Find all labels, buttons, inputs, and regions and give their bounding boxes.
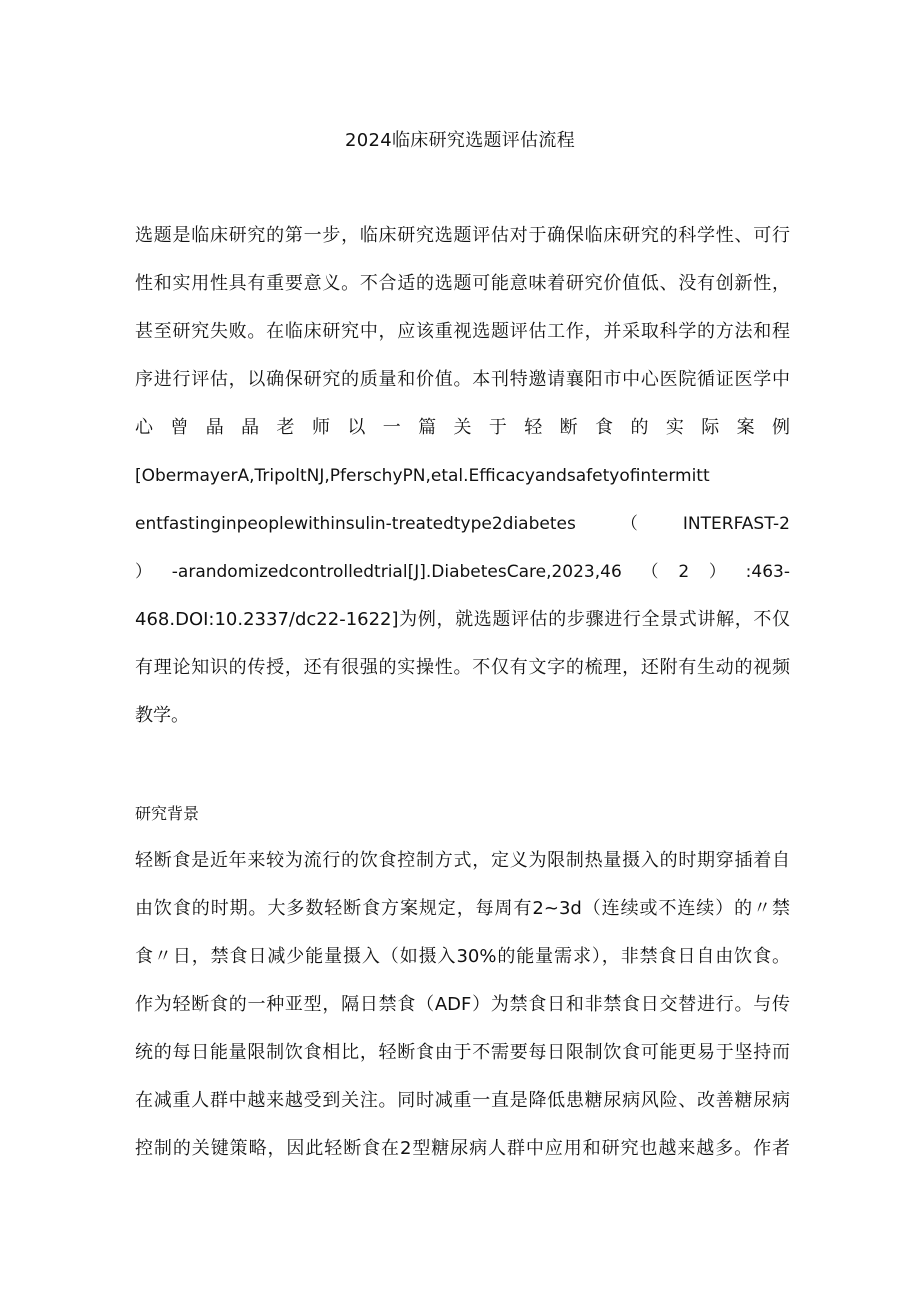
background-line: 控制的关键策略，因此轻断食在2型糖尿病人群中应用和研究也越来越多。作者 — [135, 1138, 790, 1159]
intro-line: ）-arandomizedcontrolledtrial[J].DiabetesCare,2023,46（2）:463- — [135, 562, 790, 582]
background-line: 食〃日，禁食日减少能量摄入（如摄入30%的能量需求），非禁食日自由饮食。 — [135, 946, 790, 967]
intro-line: 468.DOI:10.2337/dc22-1622]为例，就选题评估的步骤进行全景式讲解，不仅 — [135, 609, 790, 630]
intro-line: 心曾晶晶老师以一篇关于轻断食的实际案例 — [135, 417, 790, 438]
document-title: 2024临床研究选题评估流程 — [344, 130, 575, 151]
intro-line: 性和实用性具有重要意义。不合适的选题可能意味着研究价值低、没有创新性， — [135, 273, 790, 294]
background-line: 在减重人群中越来越受到关注。同时减重一直是降低患糖尿病风险、改善糖尿病 — [135, 1090, 790, 1111]
intro-line: 序进行评估，以确保研究的质量和价值。本刊特邀请襄阳市中心医院循证医学中 — [135, 369, 790, 390]
intro-line: [ObermayerA,TripoltNJ,PferschyPN,etal.Efficacyandsafetyofintermitt — [135, 466, 710, 486]
intro-line: 有理论知识的传授，还有很强的实操性。不仅有文字的梳理，还附有生动的视频 — [135, 657, 790, 678]
intro-line: 教学。 — [135, 705, 189, 726]
intro-line: entfastinginpeoplewithinsulin-treatedtype2diabetes（INTERFAST-2 — [135, 514, 790, 534]
intro-line: 选题是临床研究的第一步，临床研究选题评估对于确保临床研究的科学性、可行 — [135, 225, 790, 246]
background-line: 轻断食是近年来较为流行的饮食控制方式，定义为限制热量摄入的时期穿插着自 — [135, 850, 790, 871]
intro-line: 甚至研究失败。在临床研究中，应该重视选题评估工作，并采取科学的方法和程 — [135, 321, 790, 342]
background-line: 作为轻断食的一种亚型，隔日禁食（ADF）为禁食日和非禁食日交替进行。与传 — [135, 994, 790, 1015]
section-heading: 研究背景 — [135, 804, 200, 823]
background-line: 由饮食的时期。大多数轻断食方案规定，每周有2~3d（连续或不连续）的〃禁 — [135, 898, 790, 919]
background-line: 统的每日能量限制饮食相比，轻断食由于不需要每日限制饮食可能更易于坚持而 — [135, 1042, 790, 1063]
